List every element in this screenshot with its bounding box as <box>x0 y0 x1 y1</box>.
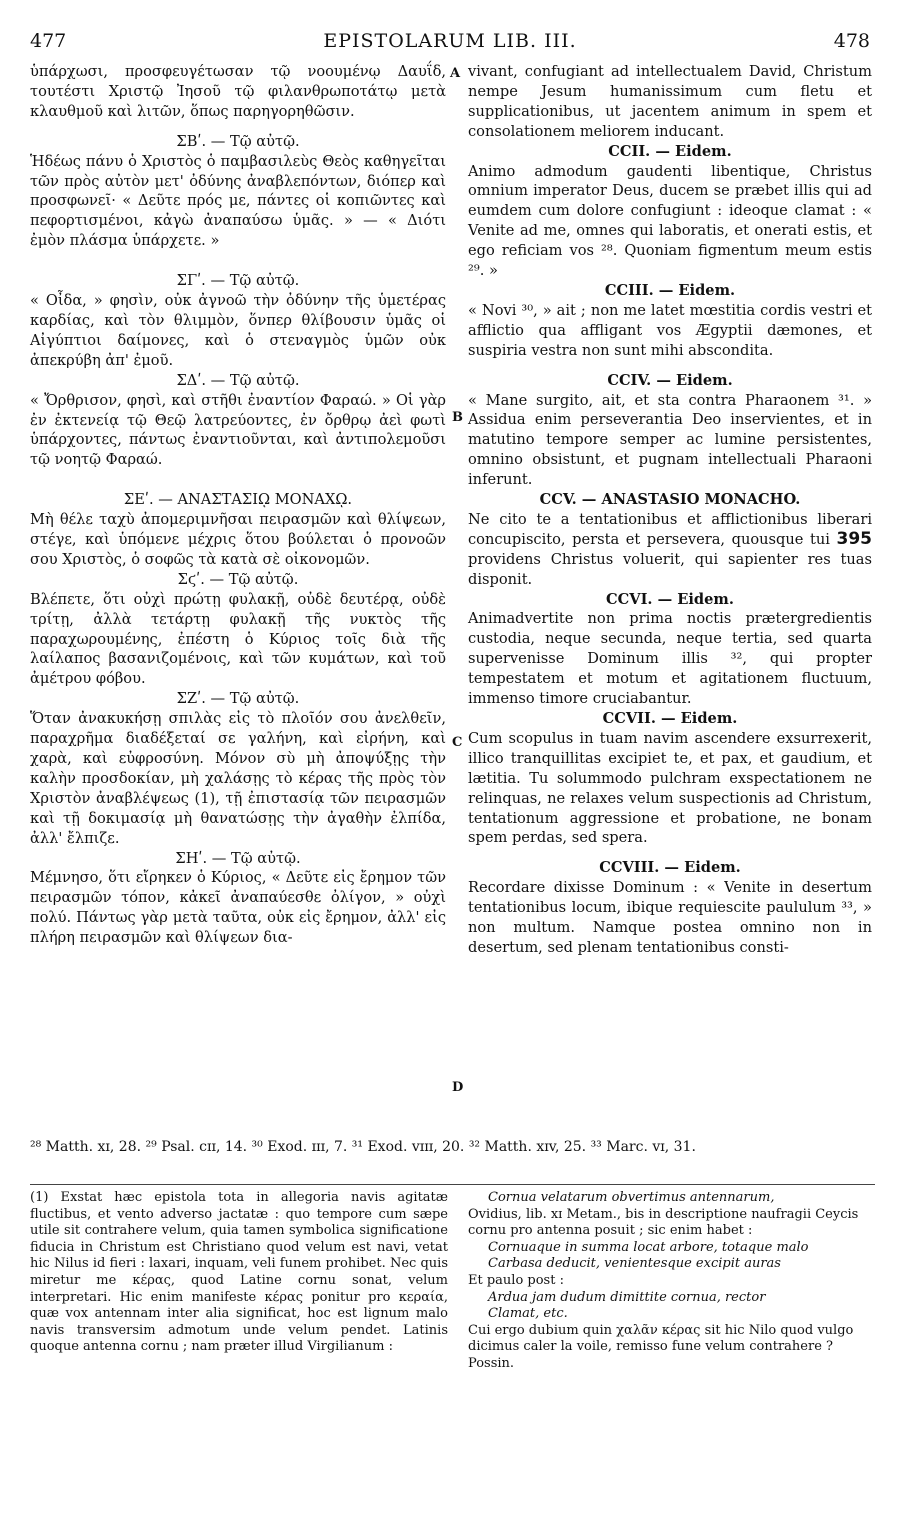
spacer <box>30 251 446 271</box>
section-heading: ΣΔʹ. — Τῷ αὐτῷ. <box>176 371 300 389</box>
footnote-divider <box>30 1184 875 1185</box>
page-number-left: 477 <box>30 30 67 52</box>
paragraph: Et paulo post : <box>468 1272 564 1288</box>
paragraph-text: providens Christus voluerit, qui sapienter res tuas disponit. <box>468 550 872 588</box>
verse-quotation: Ardua jam dudum dimittite cornua, rector <box>488 1289 766 1305</box>
section-heading: CCII. — Eidem. <box>608 142 732 160</box>
section-heading: CCVII. — Eidem. <box>602 710 738 727</box>
section-heading: CCVIII. — Eidem. <box>599 859 741 877</box>
margin-mark-b: B <box>452 410 463 425</box>
running-header <box>30 30 870 60</box>
paragraph: Ovidius, lib. xɪ Metam., bis in descriptione naufragii Ceycis cornu pro antenna posuit ; sic enim habet : <box>468 1206 859 1239</box>
page-number-right: 478 <box>833 30 870 52</box>
latin-column <box>468 62 872 958</box>
paragraph: « Novi ³⁰, » ait ; non me latet mœstitia cordis vestri et afflictio qua affligant vos Ægyptii dæmones, et suspiria vestra non sunt mihi abscondita. <box>468 301 872 359</box>
verse-quotation: Cornua velatarum obvertimus antennarum, <box>488 1190 775 1205</box>
footnote-right <box>468 1190 876 1373</box>
paragraph: Μὴ θέλε ταχὺ ἀπομεριμνῆσαι πειρασμῶν καὶ θλίψεων, στέγε, καὶ ὑπόμενε μέχρις ὅτου βούλεται ὁ προνοῶν σου Χριστὸς, ὁ σοφῶς τὰ κατὰ σὲ οἰκονομῶν. <box>30 511 446 568</box>
paragraph: ὑπάρχωσι, προσφευγέτωσαν τῷ νοουμένῳ Δαυΐδ, τουτέστι Χριστῷ Ἰησοῦ τῷ φιλανθρωποτάτῳ μετὰ κλαυθμοῦ καὶ λιτῶν, ὅπως παρηγορηθῶσιν. <box>30 63 446 120</box>
section-heading: CCVI. — Eidem. <box>606 590 734 608</box>
section-heading: CCIV. — Eidem. <box>607 371 733 389</box>
footnote-left: (1) Exstat hæc epistola tota in allegoria navis agitatæ fluctibus, et vento adverso jactatæ : quo tempore cum sæpe utile sit contrahere velum, quia tamen symbolica significatione fiducia in Christum est Christiano quod velum est navi, vetat hic Nilus id fieri : laxari, inquam, veli funem prohibet. Nec quis miretur me κέρας, quod Latine cornu sonat, velum interpretari. Hic enim manifeste κέρας ponitur pro κεραία, quæ vox antennam inter alia significat, hoc est lignum malo navis transversim admotum unde velum pendet. Latinis quoque antenna cornu ; nam præter illud Virgilianum : <box>30 1190 448 1355</box>
section-heading: CCV. — ANASTASIO MONACHO. <box>539 491 801 509</box>
paragraph: « Mane surgito, ait, et sta contra Pharaonem ³¹. » Assidua enim perseverantia Deo inservientes, et in matutino tempore semper ac lumine persistentes, omnino obsistunt, et pugnam intellectuali Pharaoni inferunt. <box>468 391 872 489</box>
verse-quotation: Carbasa deducit, venientesque excipit auras <box>488 1256 781 1272</box>
paragraph: Recordare dixisse Dominum : « Venite in desertum tentationibus locum, ibique requiescite paululum ³³, » non multum. Namque postea omnino non in desertum, sed plenam tentationibus consti- <box>468 879 872 956</box>
spacer <box>30 122 446 132</box>
section-heading: CCIII. — Eidem. <box>604 281 736 299</box>
greek-column <box>30 62 446 948</box>
margin-mark-a: A <box>450 66 461 81</box>
paragraph: Animadvertite non prima noctis prætergredientis custodia, neque secunda, neque tertia, sed quarta supervenisse Dominum illis ³², qui propter tempestatem et motum et agitationem fluctuum, immenso timore cruciabantur. <box>468 610 872 708</box>
paragraph: Βλέπετε, ὅτι οὐχὶ πρώτῃ φυλακῇ, οὐδὲ δευτέρᾳ, οὐδὲ τρίτῃ, ἀλλὰ τετάρτῃ φυλακῇ τῆς νυκτὸς τῆς παραχωρουμένης, ἐπέστη ὁ Κύριος τοῖς διὰ τῆς λαίλαπος βασανιζομένοις, καὶ τῶν κυμάτων, καὶ τοῦ ἀμέτρου φόβου. <box>30 590 446 688</box>
paragraph: « Ὄρθρισον, φησὶ, καὶ στῆθι ἐναντίον Φαραώ. » Οἱ γὰρ ἐν ἐκτενείᾳ τῷ Θεῷ λατρεύοντες, ἐν ὄρθρῳ ἀεὶ φωτὶ ὑπάρχοντες, πάντως ἐναντιοῦνται, καὶ ἀντιπολεμοῦσι τῷ νοητῷ Φαραώ. <box>30 391 446 469</box>
section-heading: ΣΖʹ. — Τῷ αὐτῷ. <box>176 690 300 708</box>
paragraph: Μέμνησο, ὅτι εἴρηκεν ὁ Κύριος, « Δεῦτε εἰς ἔρημον τῶν πειρασμῶν τόπον, κἀκεῖ ἀναπαύεσθε ὀλίγον, » οὐχὶ πολύ. Πάντως γὰρ μετὰ ταῦτα, οὐκ εἰς ἔρημον, ἀλλ' εἰς πλήρη πειρασμῶν καὶ θλίψεων δια- <box>30 869 446 947</box>
section-heading: Σϛʹ. — Τῷ αὐτῷ. <box>177 570 299 588</box>
paragraph <box>468 510 872 590</box>
section-heading: ΣΗʹ. — Τῷ αὐτῷ. <box>175 849 301 867</box>
spacer <box>468 848 872 858</box>
spacer <box>30 470 446 490</box>
verse-quotation: Cornuaque in summa locat arbore, totaque malo <box>488 1239 809 1255</box>
scripture-references: ²⁸ Matth. xɪ, 28. ²⁹ Psal. cɪɪ, 14. ³⁰ Exod. ɪɪɪ, 7. ³¹ Exod. vɪɪɪ, 20. ³² Matth. xɪv, 25. ³³ Marc. vɪ, 31. <box>30 1139 696 1155</box>
margin-mark-d: D <box>452 1080 464 1095</box>
spacer <box>468 361 872 371</box>
paragraph: Animo admodum gaudenti libentique, Christus omnium imperator Deus, ducem se præbet illis qui ad eumdem cum dolore confugiunt : ideoque clamat : « Venite ad me, omnes qui laboratis, et onerati estis, et ego reficiam vos ²⁸. Quoniam figmentum meum estis ²⁹. » <box>468 162 872 280</box>
section-heading: ΣΓʹ. — Τῷ αὐτῷ. <box>176 272 300 290</box>
paragraph: Ὅταν ἀνακυκήσῃ σπιλὰς εἰς τὸ πλοῖόν σου ἀνελθεῖν, παραχρῆμα διαδέξεταί σε γαλήνη, καὶ εἰρήνη, καὶ χαρὰ, καὶ εὐφροσύνη. Μόνον σὺ μὴ ἀποψύξῃς τὴν καλὴν προσδοκίαν, μὴ χαλάσῃς τὸ κέρας τῆς πρὸς τὸν Χριστὸν ἀναβλέψεως (1), τῇ ἐπιστασίᾳ τῶν πειρασμῶν καὶ τῇ δοκιμασίᾳ μὴ θανατώσῃς τὴν ἀγαθὴν ἐλπίδα, ἀλλ' ἔλπιζε. <box>30 710 446 847</box>
paragraph-text: Ne cito te a tentationibus et afflictionibus liberari concupiscito, persta et persevera, quousque tui <box>468 510 872 548</box>
section-heading: ΣΕʹ. — ΑΝΑΣΤΑΣΙῼ ΜΟΝΑΧῼ. <box>123 491 353 509</box>
paragraph: Cui ergo dubium quin χαλᾶν κέρας sit hic Nilo quod vulgo dicimus caler la voile, remisso fune velum contrahere ? Possin. <box>468 1322 854 1371</box>
section-heading: ΣΒʹ. — Τῷ αὐτῷ. <box>176 132 300 150</box>
column-number: 395 <box>836 528 872 549</box>
paragraph: Ἡδέως πάνυ ὁ Χριστὸς ὁ παμβασιλεὺς Θεὸς καθηγεῖται τῶν πρὸς αὐτὸν μετ' ὀδύνης ἀναβλεπόντων, διόπερ καὶ προσφωνεῖ· « Δεῦτε πρός με, πάντες οἱ κοπιῶντες καὶ πεφορτισμένοι, κἀγὼ ἀναπαύσω ὑμᾶς. » — « Διότι ἐμὸν πλάσμα ὑπάρχετε. » <box>30 152 446 250</box>
verse-quotation: Clamat, etc. <box>488 1306 568 1322</box>
paragraph: vivant, confugiant ad intellectualem David, Christum nempe Jesum humanissimum cum fletu et supplicationibus, ut jacentem animum in spem et consolationem meliorem inducant. <box>468 63 872 140</box>
paragraph: Cum scopulus in tuam navim ascendere exsurrexerit, illico tranquillitas excipiet te, et pax, et gaudium, et lætitia. Tu solummodo pulchram exspectationem ne relinquas, ne relaxes velum suspectionis ad Christum, tentationum aggressione et probatione, ne bonam spem perdas, sed spera. <box>468 729 872 847</box>
paragraph: « Οἶδα, » φησὶν, οὐκ ἀγνοῶ τὴν ὀδύνην τῆς ὑμετέρας καρδίας, καὶ τὸν θλιμμὸν, ὅνπερ θλίβουσιν ὑμᾶς οἱ Αἰγύπτιοι δαίμονες, καὶ ὁ στεναγμὸς ὑμῶν οὐκ ἀπεκρύβη ἀπ' ἐμοῦ. <box>30 292 446 369</box>
running-title: EPISTOLARUM LIB. III. <box>323 30 577 52</box>
margin-mark-c: C <box>452 735 463 750</box>
